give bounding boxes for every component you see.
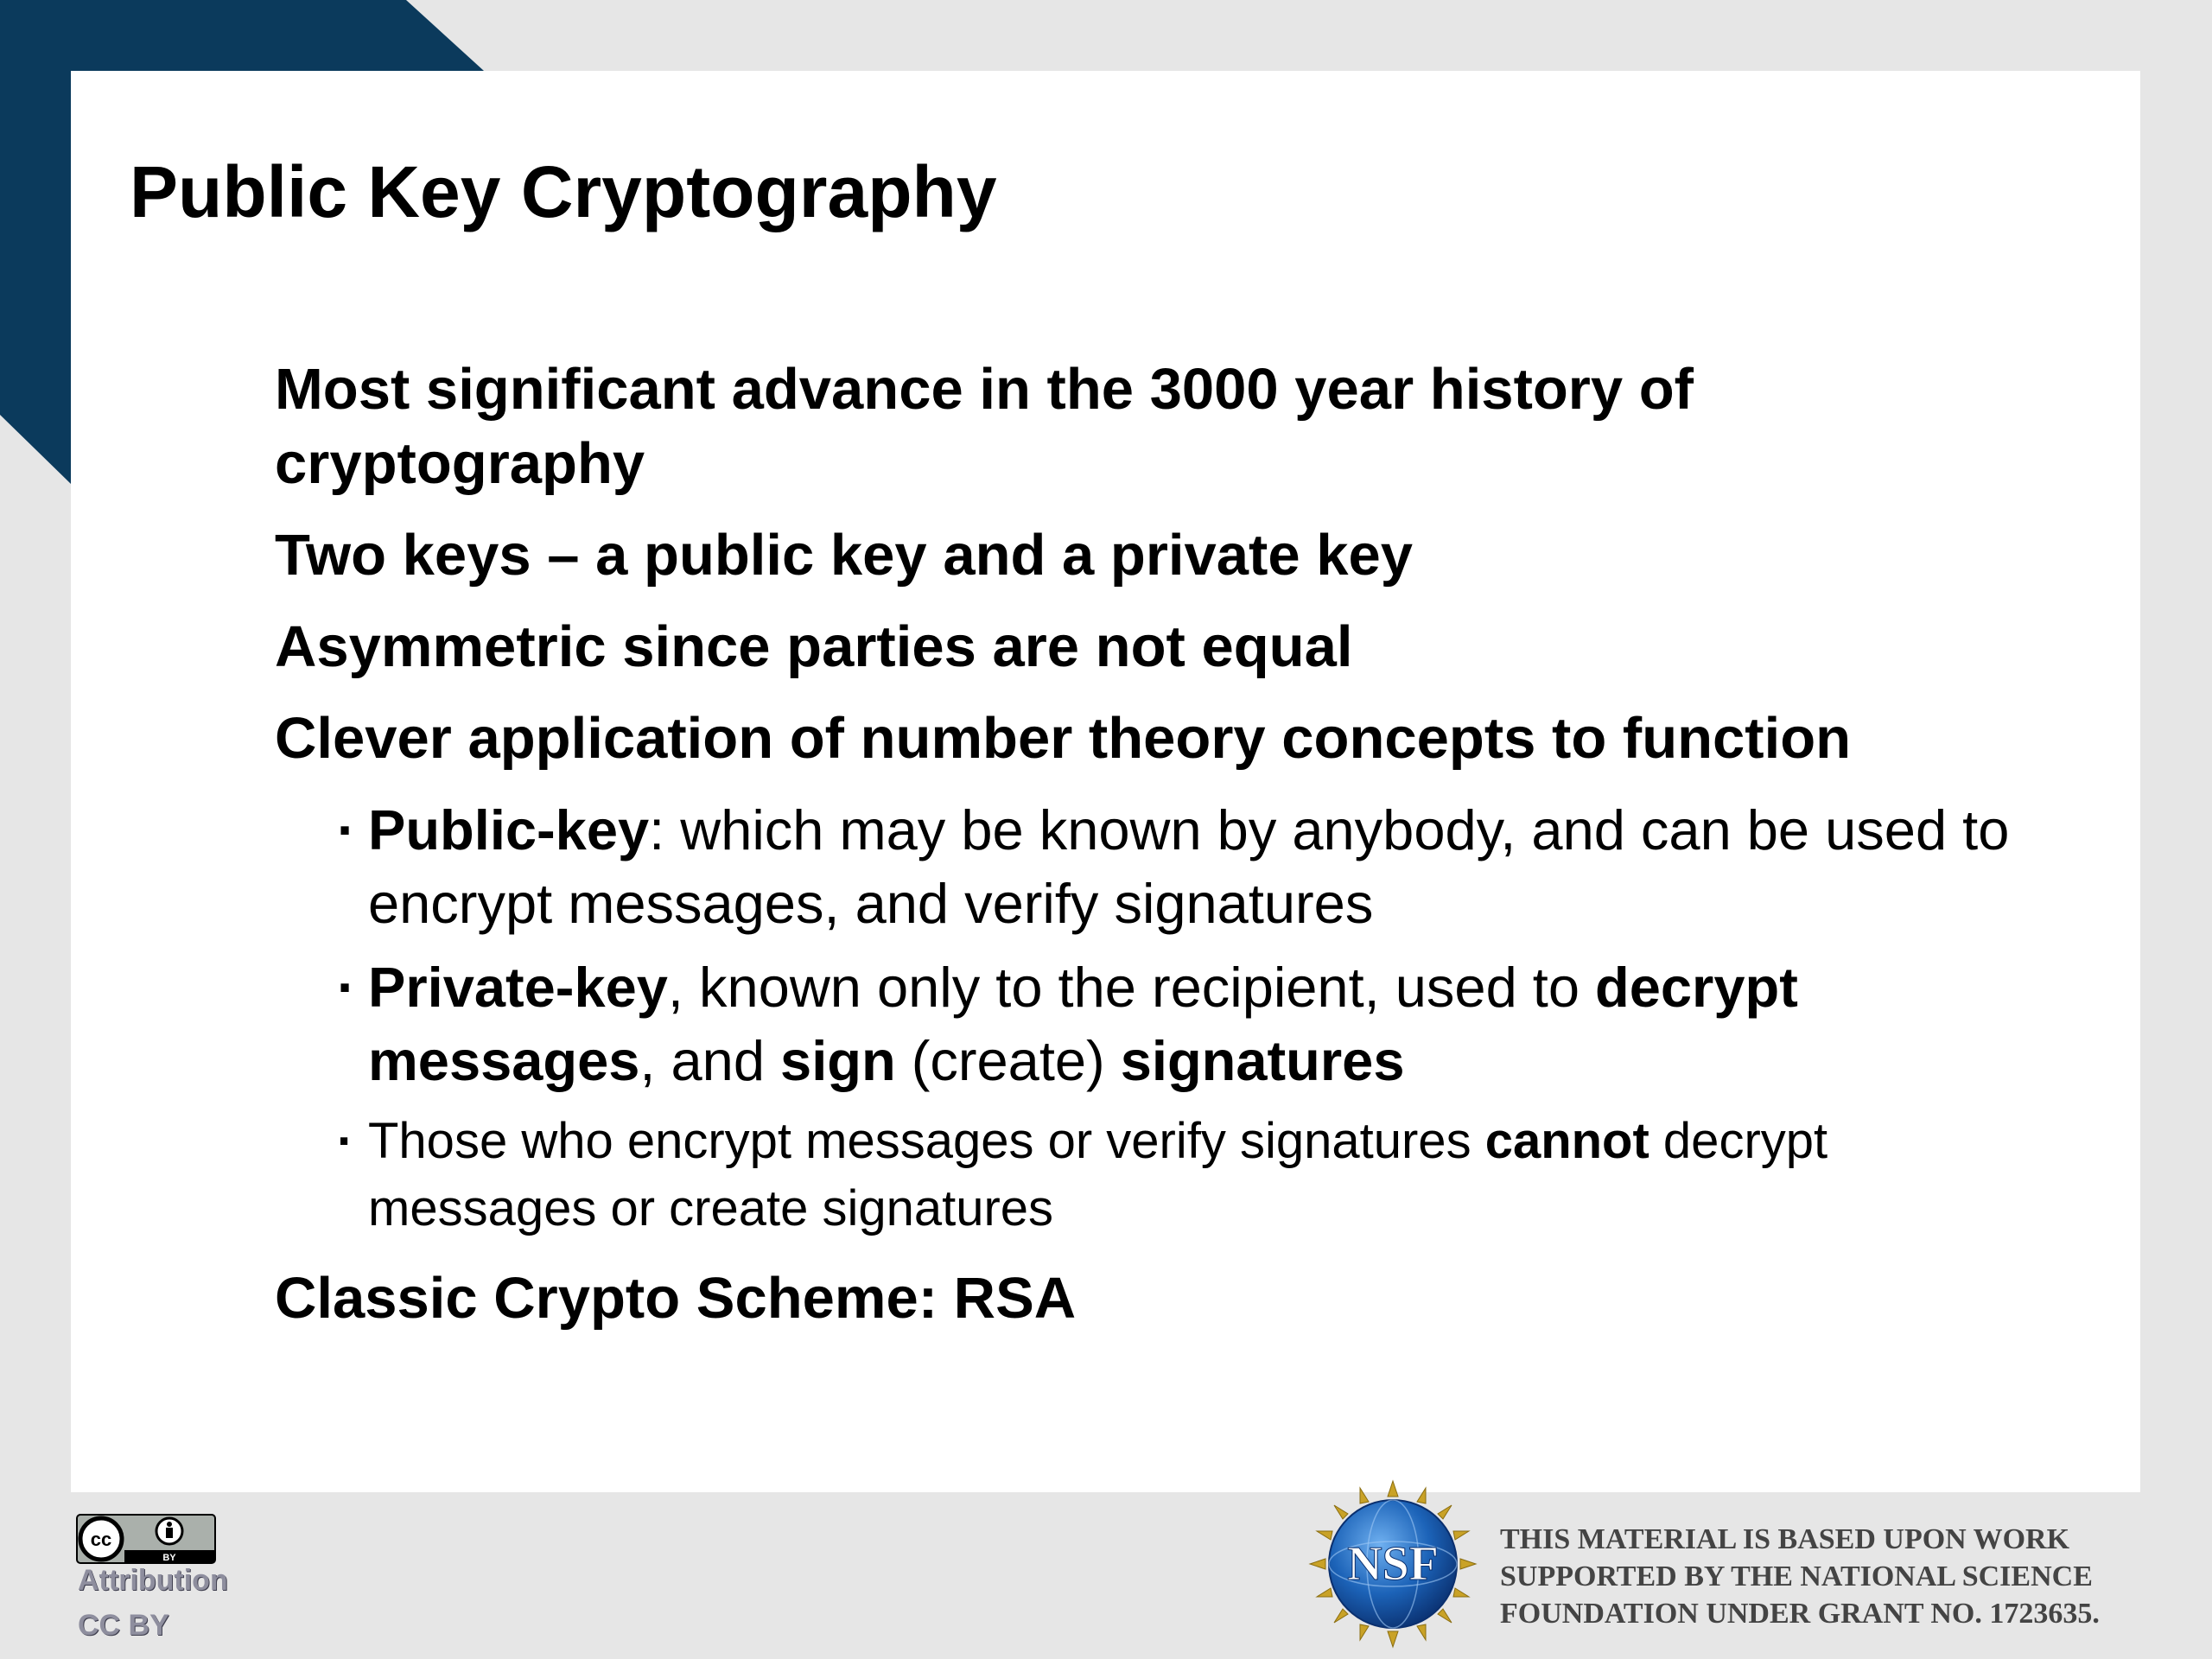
term-public-key: Public-key: [368, 798, 650, 861]
emphasis-cannot: cannot: [1484, 1113, 1649, 1169]
cc-license-badge-icon: [76, 1514, 216, 1564]
emphasis-signatures: signatures: [1120, 1029, 1405, 1092]
private-key-text-1: , known only to the recipient, used to: [667, 956, 1596, 1019]
emphasis-decrypt-messages: decrypt messages: [368, 956, 1798, 1092]
bullet-dot-icon: ·: [337, 956, 356, 1019]
sub-bullet-private-key: [337, 950, 2037, 1097]
nsf-logo-icon: [1306, 1478, 1479, 1650]
bullet-number-theory: Clever application of number theory concepts to function: [275, 706, 1852, 771]
sub-bullet-public-key: [337, 793, 2037, 940]
private-key-text-3: (create): [895, 1029, 1121, 1092]
bullet-two-keys: Two keys – a public key and a private key: [275, 523, 1414, 588]
slide-title: Public Key Cryptography: [130, 151, 997, 232]
cannot-text-2: decrypt messages or create signatures: [368, 1113, 1828, 1236]
nsf-notice-line-3: FOUNDATION UNDER GRANT NO. 1723635.: [1500, 1598, 2100, 1630]
nsf-logo-text: NSF: [1347, 1537, 1439, 1591]
cc-badge-cc-text: cc: [90, 1529, 112, 1550]
nsf-notice-line-1: THIS MATERIAL IS BASED UPON WORK: [1500, 1523, 2070, 1555]
nsf-funding-notice: [1500, 1521, 2100, 1632]
private-key-text-2: , and: [639, 1029, 781, 1092]
bullet-asymmetric: Asymmetric since parties are not equal: [275, 614, 1353, 679]
bullet-list: [275, 353, 2037, 1353]
bullet-dot-icon: ·: [337, 798, 356, 861]
term-private-key: Private-key: [368, 956, 668, 1019]
public-key-description: : which may be known by anybody, and can be used to encrypt messages, and verify signatures: [368, 798, 2010, 935]
nsf-notice-line-2: SUPPORTED BY THE NATIONAL SCIENCE: [1500, 1560, 2093, 1592]
license-attribution-label: Attribution: [78, 1564, 228, 1597]
license-cc-by-label: CC BY: [78, 1609, 169, 1642]
cannot-text-1: Those who encrypt messages or verify signatures: [368, 1113, 1485, 1169]
cc-badge-by-text: BY: [162, 1553, 176, 1563]
emphasis-sign: sign: [780, 1029, 896, 1092]
bullet-dot-icon: ·: [337, 1113, 354, 1169]
sub-bullet-cannot: [337, 1108, 2037, 1243]
bullet-history: Most significant advance in the 3000 year history of cryptography: [275, 357, 1694, 496]
bullet-rsa: Classic Crypto Scheme: RSA: [275, 1266, 1077, 1331]
